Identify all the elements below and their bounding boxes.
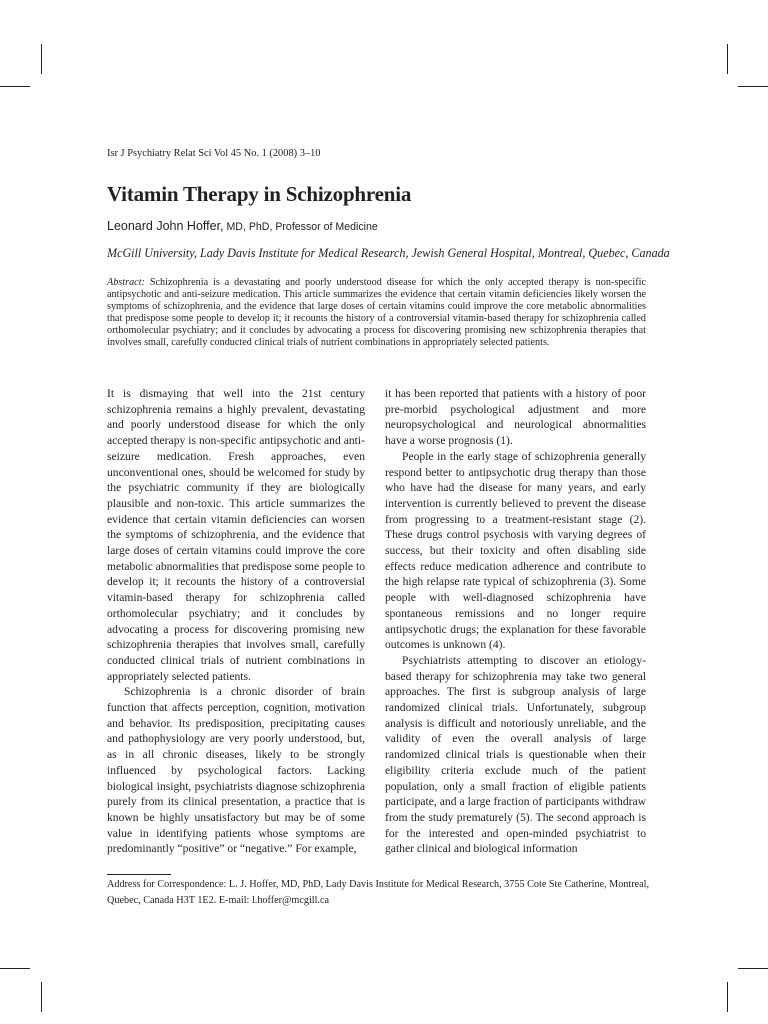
body-paragraph: It is dismaying that well into the 21st century schizophrenia remains a highly prevalent, devastating and poorly understood disease for which the only accepted therapy is non-specific antipsychotic and anti-seizure medication. Fresh approaches, even unconventional ones, should be welcomed for study by the psychiatric community if they are biologically plausible and non-toxic. This article summarizes the evidence that certain vitamin deficiencies can worsen the symptoms of schizophrenia, and the evidence that large doses of certain vitamins could improve the core metabolic abnormalities that predispose some people to develop it; it recounts the history of a controversial vitamin-based therapy for schizophrenia called orthomolecular psychiatry; and it concludes by advocating a process for discovering promising new schizophrenia therapies that involves small, carefully conducted clinical trials of nutrient combinations in appropriately selected patients.	[107, 387, 365, 683]
body-column-left	[107, 386, 365, 857]
crop-mark-top-left-horizontal	[0, 86, 30, 87]
crop-mark-bottom-left-vertical	[41, 982, 42, 1012]
crop-mark-bottom-right-horizontal	[738, 968, 768, 969]
crop-mark-top-right-horizontal	[738, 86, 768, 87]
author-name: Leonard John Hoffer,	[107, 219, 224, 233]
crop-mark-bottom-left-horizontal	[0, 968, 30, 969]
author-credentials: MD, PhD, Professor of Medicine	[223, 221, 378, 233]
abstract-text: Schizophrenia is a devastating and poorly understood disease for which the only accepted therapy is non-specific antipsychotic and anti-seizure medication. This article summarizes the evidence that certain vitamin deficiencies likely worsen the symptoms of schizophrenia, and the evidence that large doses of certain vitamins could improve the core metabolic abnormalities that predispose some people to develop it; it recounts the history of a controversial vitamin-based therapy for schizophrenia called orthomolecular psychiatry; and it concludes by advocating a process for discovering promising new schizophrenia therapies that involves small, carefully conducted clinical trials of nutrient combinations in appropriately selected patients.	[107, 277, 646, 349]
correspondence-footnote: Address for Correspondence: L. J. Hoffer, MD, PhD, Lady Davis Institute for Medical Research, 3755 Cote Ste Catherine, Montreal, Quebec, Canada H3T 1E2. E-mail: l.hoffer@mcgill.ca	[107, 879, 650, 906]
footnote-divider	[107, 874, 171, 875]
body-column-right	[385, 386, 646, 857]
abstract	[107, 277, 646, 350]
body-paragraph: People in the early stage of schizophrenia generally respond better to antipsychotic drug therapy than those who have had the disease for many years, and early intervention is currently believed to prevent the disease from progressing to a treatment-resistant stage (2). These drugs control psychosis with varying degrees of success, but their toxicity and often disabling side effects reduce medication adherence and contribute to the high relapse rate typical of schizophrenia (3). Some people with well-diagnosed schizophrenia have spontaneous remissions and no longer require antipsychotic drugs; the explanation for these favorable outcomes is unknown (4).	[385, 449, 646, 652]
journal-citation: Isr J Psychiatry Relat Sci Vol 45 No. 1 (2008) 3–10	[107, 148, 321, 159]
body-paragraph: Psychiatrists attempting to discover an etiology-based therapy for schizophrenia may take two general approaches. The first is subgroup analysis of large randomized clinical trials. Unfortunately, subgroup analysis is difficult and notoriously unreliable, and the validity of even the overall analysis of large randomized clinical trials is questionable when their eligibility criteria exclude much of the patient population, only a small fraction of eligible patients participate, and a large fraction of participants withdraw from the study prematurely (5). The second approach is for the interested and open-minded psychiatrist to gather clinical and biological information	[385, 653, 646, 856]
body-paragraph: it has been reported that patients with a history of poor pre-morbid psychological adjustment and more neuropsychological and neurological abnormalities have a worse prognosis (1).	[385, 387, 646, 448]
crop-mark-bottom-right-vertical	[727, 982, 728, 1012]
crop-mark-top-right-vertical	[727, 44, 728, 74]
author-line	[107, 219, 378, 233]
body-paragraph: Schizophrenia is a chronic disorder of brain function that affects perception, cognition, motivation and behavior. Its predisposition, precipitating causes and pathophysiology are very poorly understood, but, as in all chronic diseases, likely to be strongly influenced by psychological factors. Lacking biological insight, psychiatrists diagnose schizophrenia purely from its clinical presentation, a practice that is known be highly unsatisfactory but may be of some value in identifying patients whose symptoms are predominantly “positive” or “negative.” For example,	[107, 685, 365, 856]
crop-mark-top-left-vertical	[41, 44, 42, 74]
abstract-label: Abstract:	[107, 277, 145, 288]
article-title: Vitamin Therapy in Schizophrenia	[107, 182, 412, 206]
author-affiliation: McGill University, Lady Davis Institute for Medical Research, Jewish General Hospital, Montreal, Quebec, Canada	[107, 246, 670, 260]
